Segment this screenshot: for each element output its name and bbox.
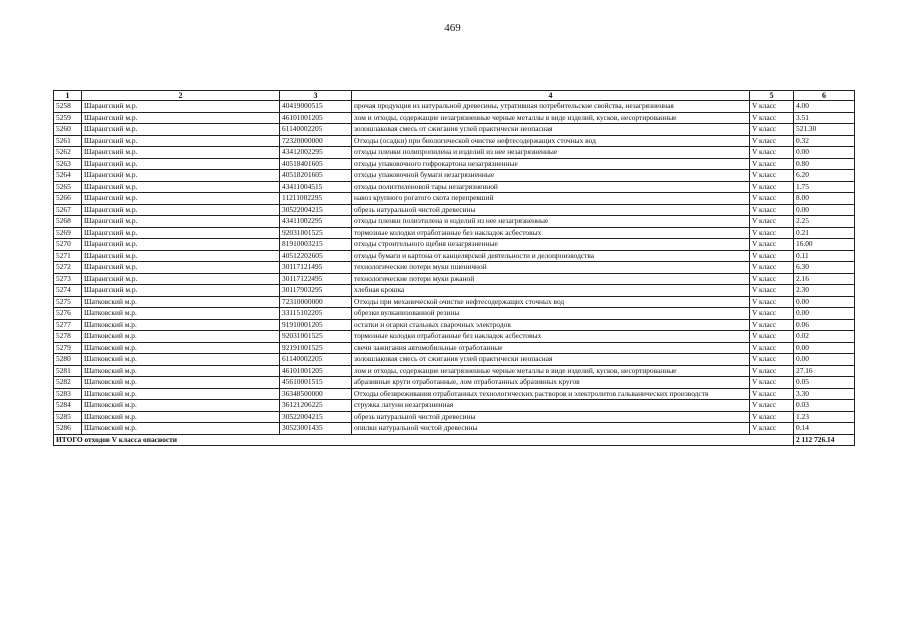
- district-name: Шарангский м.р.: [82, 204, 280, 216]
- waste-description: хлебная крошка: [352, 285, 750, 297]
- waste-table: [53, 90, 855, 446]
- hazard-class: V класс: [750, 308, 794, 320]
- table-row: [54, 342, 855, 354]
- waste-description: опилки натуральной чистой древесины: [352, 423, 750, 435]
- row-number: 5265: [54, 181, 82, 193]
- district-name: Шарангский м.р.: [82, 112, 280, 124]
- waste-code: 30522004215: [280, 204, 352, 216]
- district-name: Шарангский м.р.: [82, 147, 280, 159]
- waste-code: 11211002295: [280, 193, 352, 205]
- waste-description: тормозные колодки отработанные без накладок асбестовых: [352, 331, 750, 343]
- row-number: 5267: [54, 204, 82, 216]
- waste-code: 33115102205: [280, 308, 352, 320]
- waste-amount: 1.23: [794, 411, 855, 423]
- waste-code: 61140002205: [280, 124, 352, 136]
- waste-description: отходы упаковочного гофрокартона незагрязненные: [352, 158, 750, 170]
- district-name: Шатковский м.р.: [82, 400, 280, 412]
- table-body: [54, 101, 855, 435]
- table-header-row: [54, 91, 855, 101]
- row-number: 5263: [54, 158, 82, 170]
- waste-code: 43412002295: [280, 147, 352, 159]
- total-row: [54, 434, 855, 445]
- district-name: Шарангский м.р.: [82, 170, 280, 182]
- waste-description: остатки и огарки стальных сварочных электродов: [352, 319, 750, 331]
- waste-amount: 0.00: [794, 296, 855, 308]
- hazard-class: V класс: [750, 250, 794, 262]
- waste-description: обрезь натуральной чистой древесины: [352, 411, 750, 423]
- hazard-class: V класс: [750, 388, 794, 400]
- table-row: [54, 193, 855, 205]
- row-number: 5261: [54, 135, 82, 147]
- waste-amount: 1.75: [794, 181, 855, 193]
- table-row: [54, 101, 855, 113]
- waste-description: лом и отходы, содержащие незагрязненные черные металлы в виде изделий, кусков, несортированные: [352, 112, 750, 124]
- district-name: Шарангский м.р.: [82, 101, 280, 113]
- waste-description: отходы бумаги и картона от канцелярской деятельности и делопроизводства: [352, 250, 750, 262]
- hazard-class: V класс: [750, 216, 794, 228]
- waste-code: 30117903295: [280, 285, 352, 297]
- hazard-class: V класс: [750, 193, 794, 205]
- table-row: [54, 158, 855, 170]
- waste-amount: 2.16: [794, 273, 855, 285]
- hazard-class: V класс: [750, 124, 794, 136]
- waste-description: свечи зажигания автомобильные отработанные: [352, 342, 750, 354]
- hazard-class: V класс: [750, 423, 794, 435]
- waste-amount: 2.30: [794, 285, 855, 297]
- table-row: [54, 319, 855, 331]
- waste-code: 30522004215: [280, 411, 352, 423]
- hazard-class: V класс: [750, 158, 794, 170]
- waste-amount: 16.00: [794, 239, 855, 251]
- waste-code: 72320000000: [280, 135, 352, 147]
- hazard-class: V класс: [750, 101, 794, 113]
- page-number: 469: [444, 22, 461, 34]
- waste-code: 40518401605: [280, 158, 352, 170]
- waste-code: 46101001205: [280, 365, 352, 377]
- waste-amount: 8.00: [794, 193, 855, 205]
- hazard-class: V класс: [750, 331, 794, 343]
- hazard-class: V класс: [750, 365, 794, 377]
- column-header: 1: [54, 91, 82, 101]
- waste-description: прочая продукция из натуральной древесины, утратившая потребительские свойства, незагрязненная: [352, 101, 750, 113]
- table-row: [54, 423, 855, 435]
- row-number: 5269: [54, 227, 82, 239]
- waste-amount: 0.21: [794, 227, 855, 239]
- hazard-class: V класс: [750, 147, 794, 159]
- column-header: 6: [794, 91, 855, 101]
- waste-description: Отходы обезвреживания отработанных технологических растворов и электролитов гальванических производств: [352, 388, 750, 400]
- table-row: [54, 124, 855, 136]
- waste-amount: 0.00: [794, 147, 855, 159]
- table-row: [54, 181, 855, 193]
- district-name: Шарангский м.р.: [82, 193, 280, 205]
- district-name: Шатковский м.р.: [82, 296, 280, 308]
- table-row: [54, 388, 855, 400]
- waste-amount: 0.02: [794, 331, 855, 343]
- hazard-class: V класс: [750, 262, 794, 274]
- waste-code: 36121206225: [280, 400, 352, 412]
- waste-code: 91910001205: [280, 319, 352, 331]
- table-row: [54, 296, 855, 308]
- table-row: [54, 204, 855, 216]
- waste-amount: 27.16: [794, 365, 855, 377]
- row-number: 5272: [54, 262, 82, 274]
- table-row: [54, 112, 855, 124]
- waste-description: отходы строительного щебня незагрязненные: [352, 239, 750, 251]
- waste-description: технологические потери муки пшеничной: [352, 262, 750, 274]
- row-number: 5259: [54, 112, 82, 124]
- district-name: Шатковский м.р.: [82, 331, 280, 343]
- total-label: ИТОГО отходов V класса опасности: [54, 434, 794, 445]
- waste-description: обрезки вулканизованной резины: [352, 308, 750, 320]
- row-number: 5273: [54, 273, 82, 285]
- row-number: 5279: [54, 342, 82, 354]
- column-header: 3: [280, 91, 352, 101]
- district-name: Шатковский м.р.: [82, 388, 280, 400]
- row-number: 5266: [54, 193, 82, 205]
- waste-code: 43411002295: [280, 216, 352, 228]
- row-number: 5264: [54, 170, 82, 182]
- district-name: Шатковский м.р.: [82, 423, 280, 435]
- waste-amount: 3.30: [794, 388, 855, 400]
- waste-code: 61140002205: [280, 354, 352, 366]
- column-header: 2: [82, 91, 280, 101]
- waste-code: 40512202605: [280, 250, 352, 262]
- district-name: Шарангский м.р.: [82, 135, 280, 147]
- district-name: Шарангский м.р.: [82, 227, 280, 239]
- waste-amount: 0.03: [794, 400, 855, 412]
- district-name: Шатковский м.р.: [82, 365, 280, 377]
- waste-amount: 6.30: [794, 262, 855, 274]
- district-name: Шатковский м.р.: [82, 308, 280, 320]
- row-number: 5268: [54, 216, 82, 228]
- hazard-class: V класс: [750, 377, 794, 389]
- table-row: [54, 250, 855, 262]
- row-number: 5270: [54, 239, 82, 251]
- row-number: 5260: [54, 124, 82, 136]
- district-name: Шатковский м.р.: [82, 319, 280, 331]
- waste-description: Отходы (осадки) при биологической очистке нефтесодержащих сточных вод: [352, 135, 750, 147]
- waste-description: абразивные круги отработанные, лом отработанных абразивных кругов: [352, 377, 750, 389]
- waste-amount: 0.32: [794, 135, 855, 147]
- waste-code: 81910003215: [280, 239, 352, 251]
- waste-code: 92191001525: [280, 342, 352, 354]
- waste-description: обрезь натуральной чистой древесины: [352, 204, 750, 216]
- table-row: [54, 308, 855, 320]
- district-name: Шарангский м.р.: [82, 216, 280, 228]
- waste-amount: 0.80: [794, 158, 855, 170]
- waste-code: 72310000000: [280, 296, 352, 308]
- hazard-class: V класс: [750, 204, 794, 216]
- table-row: [54, 285, 855, 297]
- waste-code: 30523001435: [280, 423, 352, 435]
- hazard-class: V класс: [750, 411, 794, 423]
- waste-description: Отходы при механической очистке нефтесодержащих сточных вод: [352, 296, 750, 308]
- row-number: 5280: [54, 354, 82, 366]
- row-number: 5282: [54, 377, 82, 389]
- waste-amount: 0.00: [794, 308, 855, 320]
- district-name: Шатковский м.р.: [82, 342, 280, 354]
- waste-amount: 0.11: [794, 250, 855, 262]
- row-number: 5276: [54, 308, 82, 320]
- waste-description: золошлаковая смесь от сжигания углей практически неопасная: [352, 354, 750, 366]
- waste-description: золошлаковая смесь от сжигания углей практически неопасная: [352, 124, 750, 136]
- waste-amount: 2.25: [794, 216, 855, 228]
- row-number: 5262: [54, 147, 82, 159]
- waste-amount: 0.06: [794, 319, 855, 331]
- district-name: Шарангский м.р.: [82, 285, 280, 297]
- waste-description: лом и отходы, содержащие незагрязненные черные металлы в виде изделий, кусков, несортированные: [352, 365, 750, 377]
- table-row: [54, 227, 855, 239]
- row-number: 5283: [54, 388, 82, 400]
- row-number: 5285: [54, 411, 82, 423]
- waste-code: 43411004515: [280, 181, 352, 193]
- waste-amount: 4.00: [794, 101, 855, 113]
- hazard-class: V класс: [750, 227, 794, 239]
- table-row: [54, 147, 855, 159]
- district-name: Шатковский м.р.: [82, 411, 280, 423]
- table-row: [54, 365, 855, 377]
- row-number: 5274: [54, 285, 82, 297]
- waste-code: 46101001205: [280, 112, 352, 124]
- district-name: Шарангский м.р.: [82, 239, 280, 251]
- table-row: [54, 216, 855, 228]
- waste-amount: 3.51: [794, 112, 855, 124]
- waste-description: стружка латуни незагрязненная: [352, 400, 750, 412]
- row-number: 5258: [54, 101, 82, 113]
- table-row: [54, 400, 855, 412]
- district-name: Шатковский м.р.: [82, 377, 280, 389]
- table-row: [54, 377, 855, 389]
- row-number: 5281: [54, 365, 82, 377]
- table-row: [54, 273, 855, 285]
- hazard-class: V класс: [750, 273, 794, 285]
- waste-code: 40419000515: [280, 101, 352, 113]
- waste-amount: 0.00: [794, 342, 855, 354]
- hazard-class: V класс: [750, 296, 794, 308]
- column-header: 5: [750, 91, 794, 101]
- waste-description: навоз крупного рогатого скота перепревший: [352, 193, 750, 205]
- table-row: [54, 170, 855, 182]
- waste-code: 40518201605: [280, 170, 352, 182]
- district-name: Шарангский м.р.: [82, 181, 280, 193]
- waste-description: отходы упаковочной бумаги незагрязненные: [352, 170, 750, 182]
- hazard-class: V класс: [750, 170, 794, 182]
- row-number: 5284: [54, 400, 82, 412]
- waste-amount: 0.00: [794, 354, 855, 366]
- district-name: Шарангский м.р.: [82, 273, 280, 285]
- waste-code: 30117122495: [280, 273, 352, 285]
- waste-description: отходы полиэтиленовой тары незагрязненной: [352, 181, 750, 193]
- waste-amount: 0.00: [794, 204, 855, 216]
- hazard-class: V класс: [750, 285, 794, 297]
- waste-amount: 6.20: [794, 170, 855, 182]
- waste-code: 30117121495: [280, 262, 352, 274]
- hazard-class: V класс: [750, 319, 794, 331]
- table-row: [54, 262, 855, 274]
- waste-description: тормозные колодки отработанные без накладок асбестовых: [352, 227, 750, 239]
- table-row: [54, 239, 855, 251]
- waste-description: отходы пленки полиэтилена и изделий из нее незагрязненные: [352, 216, 750, 228]
- waste-code: 36348500000: [280, 388, 352, 400]
- total-value: 2 112 726.14: [794, 434, 855, 445]
- row-number: 5286: [54, 423, 82, 435]
- row-number: 5278: [54, 331, 82, 343]
- district-name: Шарангский м.р.: [82, 262, 280, 274]
- waste-description: технологические потери муки ржаной: [352, 273, 750, 285]
- waste-code: 45610001515: [280, 377, 352, 389]
- hazard-class: V класс: [750, 112, 794, 124]
- table-row: [54, 354, 855, 366]
- hazard-class: V класс: [750, 239, 794, 251]
- district-name: Шарангский м.р.: [82, 124, 280, 136]
- waste-amount: 521.30: [794, 124, 855, 136]
- hazard-class: V класс: [750, 400, 794, 412]
- hazard-class: V класс: [750, 135, 794, 147]
- row-number: 5275: [54, 296, 82, 308]
- table-row: [54, 331, 855, 343]
- waste-amount: 0.05: [794, 377, 855, 389]
- table-row: [54, 135, 855, 147]
- column-header: 4: [352, 91, 750, 101]
- district-name: Шарангский м.р.: [82, 250, 280, 262]
- row-number: 5277: [54, 319, 82, 331]
- hazard-class: V класс: [750, 354, 794, 366]
- table-row: [54, 411, 855, 423]
- waste-code: 92031001525: [280, 227, 352, 239]
- hazard-class: V класс: [750, 342, 794, 354]
- waste-description: отходы пленки полипропилена и изделий из нее незагрязненные: [352, 147, 750, 159]
- hazard-class: V класс: [750, 181, 794, 193]
- district-name: Шатковский м.р.: [82, 354, 280, 366]
- row-number: 5271: [54, 250, 82, 262]
- waste-amount: 0.14: [794, 423, 855, 435]
- waste-code: 92031001525: [280, 331, 352, 343]
- district-name: Шарангский м.р.: [82, 158, 280, 170]
